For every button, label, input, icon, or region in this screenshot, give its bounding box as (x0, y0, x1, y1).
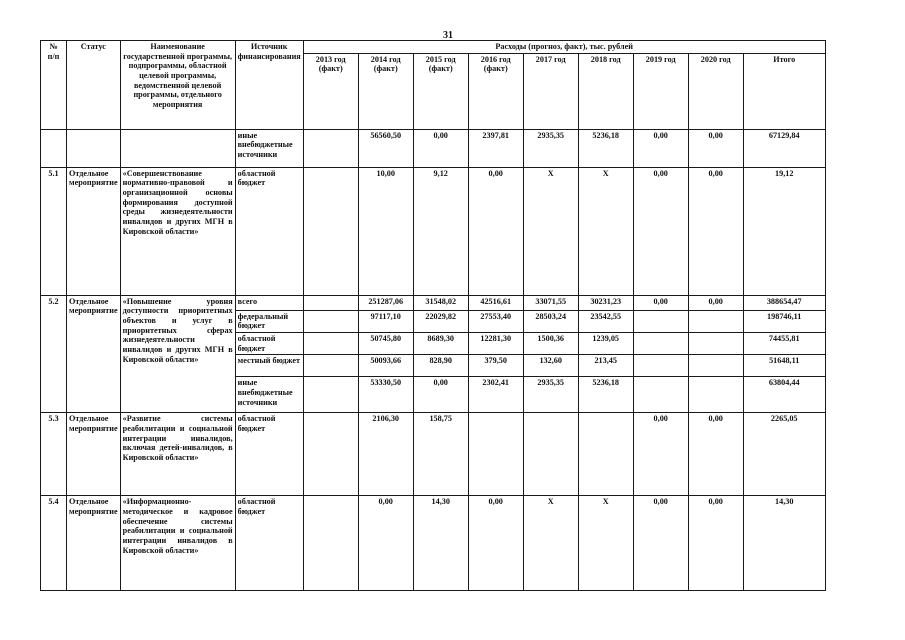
cell-value (468, 413, 523, 496)
cell-value: 0,00 (688, 413, 743, 496)
cell-value: 5236,18 (578, 129, 633, 167)
cell-source: иные внебюджетные источники (235, 377, 303, 413)
cell-value: 1500,36 (523, 333, 578, 355)
cell-value (578, 413, 633, 496)
cell-value: 2106,30 (358, 413, 413, 496)
header-year: 2013 год (факт) (303, 53, 358, 129)
cell-value (303, 129, 358, 167)
cell-source: областной бюджет (235, 167, 303, 295)
cell-name: «Повышение уровня доступности приоритетных объектов и услуг в приоритетных сферах жизнедеятельности инвалидов и других МГН в Кировской области» (120, 295, 235, 413)
table-row (41, 413, 826, 496)
cell-value: 50093,66 (358, 355, 413, 377)
cell-no: 5.3 (41, 413, 67, 496)
cell-value: 42516,61 (468, 295, 523, 310)
header-year: 2014 год (факт) (358, 53, 413, 129)
cell-value: 0,00 (633, 295, 688, 310)
header-year: 2020 год (688, 53, 743, 129)
cell-value: 30231,23 (578, 295, 633, 310)
cell-value: 0,00 (468, 496, 523, 591)
cell-total: 198746,11 (743, 310, 825, 332)
cell-value (633, 333, 688, 355)
cell-value: 0,00 (633, 129, 688, 167)
cell-status: Отдельное мероприятие (67, 295, 121, 413)
header-total: Итого (743, 53, 825, 129)
cell-name: «Совершенствование нормативно-правовой и организационной основы формирования доступной среды жизнедеятельности инвалидов и других МГН в Кировской области» (120, 167, 235, 295)
cell-name (120, 129, 235, 167)
cell-value: 10,00 (358, 167, 413, 295)
cell-value (633, 355, 688, 377)
header-source: Источник финансирования (235, 41, 303, 130)
cell-value: 158,75 (413, 413, 468, 496)
header-year: 2019 год (633, 53, 688, 129)
cell-value (303, 295, 358, 310)
budget-table (40, 40, 826, 591)
cell-value: 1239,05 (578, 333, 633, 355)
cell-value: 2935,35 (523, 377, 578, 413)
cell-value: 0,00 (468, 167, 523, 295)
cell-value: 0,00 (413, 377, 468, 413)
cell-value (303, 496, 358, 591)
cell-value (303, 333, 358, 355)
cell-value: Х (578, 167, 633, 295)
cell-value: 31548,02 (413, 295, 468, 310)
cell-total: 67129,84 (743, 129, 825, 167)
cell-value: 251287,06 (358, 295, 413, 310)
cell-status (67, 129, 121, 167)
cell-value (303, 413, 358, 496)
cell-value (303, 310, 358, 332)
cell-value: 97117,10 (358, 310, 413, 332)
header-name: Наименование государственной программы, подпрограммы, областной целевой программы, ведомственной целевой программы, отдельного мероприятия (120, 41, 235, 130)
cell-total: 74455,81 (743, 333, 825, 355)
cell-source: иные внебюджетные источники (235, 129, 303, 167)
cell-value (303, 355, 358, 377)
cell-name: «Информационно-методическое и кадровое обеспечение системы реабилитации и социальной интеграции инвалидов в Кировской области» (120, 496, 235, 591)
cell-total: 388654,47 (743, 295, 825, 310)
cell-total: 2265,05 (743, 413, 825, 496)
cell-value: 0,00 (688, 167, 743, 295)
cell-value: Х (578, 496, 633, 591)
cell-value: 0,00 (633, 413, 688, 496)
table-row (41, 129, 826, 167)
table-row (41, 167, 826, 295)
cell-value: 213,45 (578, 355, 633, 377)
cell-value: 2302,41 (468, 377, 523, 413)
cell-no: 5.1 (41, 167, 67, 295)
cell-value: 132,60 (523, 355, 578, 377)
cell-value: 27553,40 (468, 310, 523, 332)
cell-value: 2935,35 (523, 129, 578, 167)
cell-value (688, 310, 743, 332)
cell-value: 0,00 (633, 496, 688, 591)
cell-value: 9,12 (413, 167, 468, 295)
cell-total: 51648,11 (743, 355, 825, 377)
page-number: 31 (443, 30, 453, 41)
cell-value (633, 310, 688, 332)
cell-no: 5.2 (41, 295, 67, 413)
cell-value: 23542,55 (578, 310, 633, 332)
cell-value: 828,90 (413, 355, 468, 377)
header-expenses: Расходы (прогноз, факт), тыс. рублей (303, 41, 825, 54)
cell-value: Х (523, 167, 578, 295)
cell-status: Отдельное мероприятие (67, 413, 121, 496)
cell-source: областной бюджет (235, 496, 303, 591)
header-status: Статус (67, 41, 121, 130)
cell-total: 63804,44 (743, 377, 825, 413)
cell-value: 12281,30 (468, 333, 523, 355)
cell-value: 0,00 (688, 129, 743, 167)
cell-value: 33071,55 (523, 295, 578, 310)
cell-value (633, 377, 688, 413)
cell-value: 0,00 (688, 496, 743, 591)
cell-value: 0,00 (358, 496, 413, 591)
cell-source: местный бюджет (235, 355, 303, 377)
table-row (41, 295, 826, 310)
table-row (41, 496, 826, 591)
cell-value (688, 333, 743, 355)
cell-no: 5.4 (41, 496, 67, 591)
cell-value (688, 377, 743, 413)
cell-source: областной бюджет (235, 413, 303, 496)
cell-total: 19,12 (743, 167, 825, 295)
cell-value: 8689,30 (413, 333, 468, 355)
cell-value: 2397,81 (468, 129, 523, 167)
cell-value (303, 377, 358, 413)
header-year: 2018 год (578, 53, 633, 129)
header-year: 2016 год (факт) (468, 53, 523, 129)
cell-value (303, 167, 358, 295)
cell-value: 0,00 (633, 167, 688, 295)
cell-no (41, 129, 67, 167)
cell-value: 53330,50 (358, 377, 413, 413)
cell-value: 5236,18 (578, 377, 633, 413)
cell-source: федеральный бюджет (235, 310, 303, 332)
cell-value (688, 355, 743, 377)
cell-name: «Развитие системы реабилитации и социальной интеграции инвалидов, включая детей-инвалидов, в Кировской области» (120, 413, 235, 496)
cell-value: 0,00 (413, 129, 468, 167)
cell-value: 379,50 (468, 355, 523, 377)
cell-value: 14,30 (413, 496, 468, 591)
header-year: 2017 год (523, 53, 578, 129)
cell-value: 22029,82 (413, 310, 468, 332)
cell-source: областной бюджет (235, 333, 303, 355)
cell-value: 50745,80 (358, 333, 413, 355)
cell-value: 56560,50 (358, 129, 413, 167)
header-year: 2015 год (факт) (413, 53, 468, 129)
cell-status: Отдельное мероприятие (67, 496, 121, 591)
cell-status: Отдельное мероприятие (67, 167, 121, 295)
cell-total: 14,30 (743, 496, 825, 591)
header-no: № п/п (41, 41, 67, 130)
cell-value: Х (523, 496, 578, 591)
cell-source: всего (235, 295, 303, 310)
cell-value: 0,00 (688, 295, 743, 310)
cell-value (523, 413, 578, 496)
cell-value: 28503,24 (523, 310, 578, 332)
